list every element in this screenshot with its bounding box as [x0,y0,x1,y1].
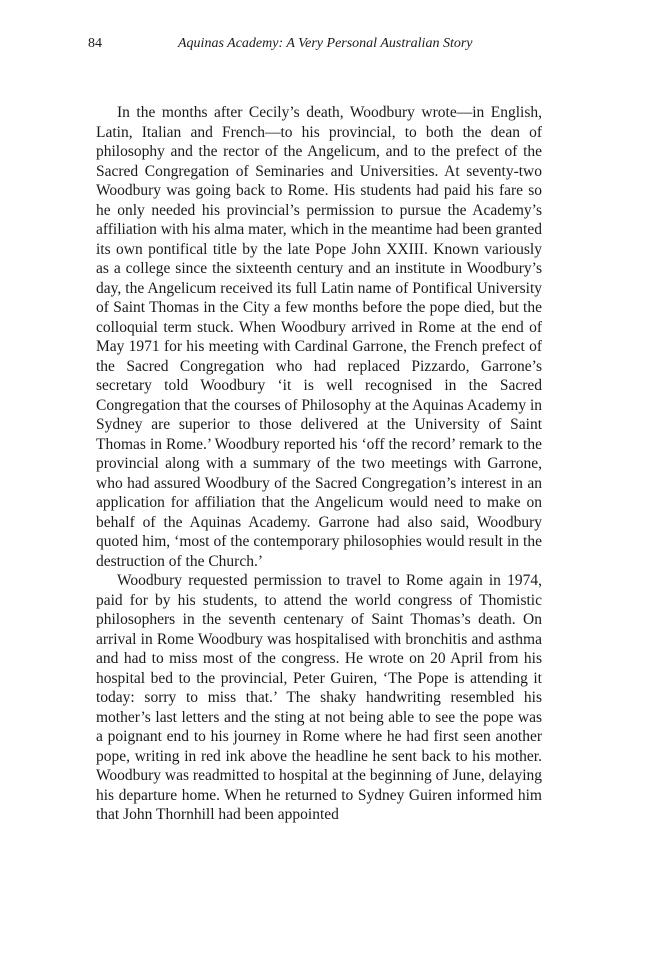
page-number: 84 [88,36,102,51]
paragraph-1: In the months after Cecily’s death, Woodbury wrote—in English, Latin, Italian and French—to his provincial, to both the dean of philosophy and the rector of the Angelicum, and to the prefect of the Sacred Congregation of Seminaries and Universities. At seventy-two Woodbury was going back to Rome. His students had paid his fare so he only needed his provincial’s permission to pursue the Academy’s affiliation with his alma mater, which in the meantime had been granted its own pontifical title by the late Pope John XXIII. Known variously as a college since the sixteenth century and an institute in Woodbury’s day, the Angelicum received its full Latin name of Pontifical University of Saint Thomas in the City a few months before the pope died, but the colloquial term stuck. When Woodbury arrived in Rome at the end of May 1971 for his meeting with Cardinal Garrone, the French prefect of the Sacred Congregation who had replaced Pizzardo, Garrone’s secretary told Woodbury ‘it is well recognised in the Sacred Congregation that the courses of Philosophy at the Aquinas Academy in Sydney are superior to those delivered at the University of Saint Thomas in Rome.’ Woodbury reported his ‘off the record’ remark to the provincial along with a summary of the two meetings with Garrone, who had assured Woodbury of the Sacred Congregation’s interest in an application for affiliation that the Angelicum would need to make on behalf of the Aquinas Academy. Garrone had also said, Woodbury quoted him, ‘most of the contemporary philosophies would result in the destruction of the Church.’ [96,104,542,570]
running-head [88,36,543,56]
body-text [96,103,542,825]
book-title: Aquinas Academy: A Very Personal Australian Story [178,36,473,51]
paragraph-2: Woodbury requested permission to travel to Rome again in 1974, paid for by his students, to attend the world congress of Thomistic philosophers in the seventh centenary of Saint Thomas’s death. On arrival in Rome Woodbury was hospitalised with bronchitis and asthma and had to miss most of the congress. He wrote on 20 April from his hospital bed to the provincial, Peter Guiren, ‘The Pope is attending it today: sorry to miss that.’ The shaky handwriting resembled his mother’s last letters and the sting at not being able to see the pope was a poignant end to his journey in Rome where he had first seen another pope, writing in red ink above the headline he sent back to his mother. Woodbury was readmitted to hospital at the beginning of June, delaying his departure home. When he returned to Sydney Guiren informed him that John Thornhill had been appointed [96,572,543,823]
